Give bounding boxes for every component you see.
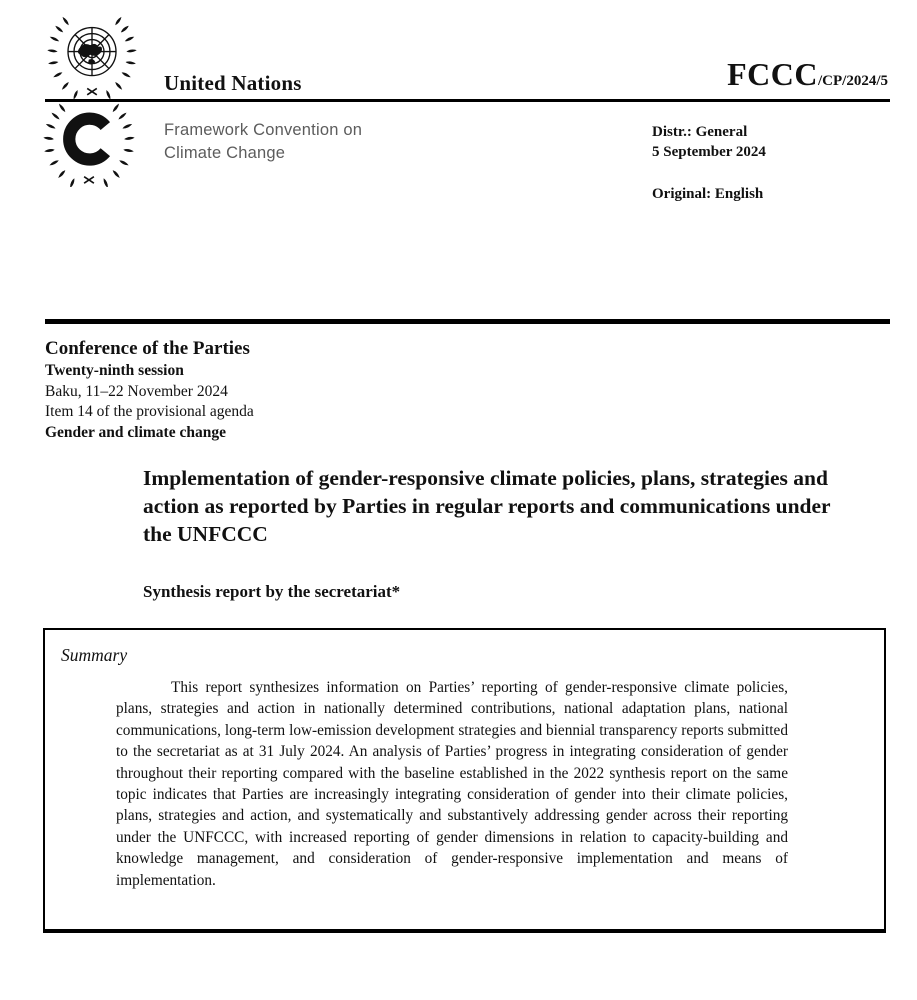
- doc-symbol: [727, 56, 888, 93]
- distr-label: Distr.: General: [652, 124, 748, 140]
- summary-box: [43, 628, 886, 933]
- divider-rule: [45, 319, 890, 324]
- document-title: Implementation of gender-responsive climate policies, plans, strategies and action as reported by Parties in regular reports and communications under the UNFCCC: [143, 466, 831, 546]
- org-name-line2: Climate Change: [164, 144, 286, 162]
- distr-date: 5 September 2024: [652, 144, 766, 160]
- united-nations-label: United Nations: [164, 71, 302, 95]
- document-subtitle: Synthesis report by the secretariat*: [143, 582, 401, 601]
- conference-name: Conference of the Parties: [45, 338, 250, 359]
- doc-symbol-main: FCCC: [727, 56, 818, 92]
- header-rule: [45, 99, 890, 102]
- summary-heading: Summary: [61, 645, 128, 665]
- org-name-line1: Framework Convention on: [164, 121, 363, 139]
- doc-symbol-suffix: /CP/2024/5: [818, 73, 888, 89]
- agenda-item: Item 14 of the provisional agenda: [45, 403, 254, 420]
- un-emblem-icon: [44, 16, 140, 100]
- agenda-subject: Gender and climate change: [45, 423, 226, 441]
- org-name: [164, 119, 362, 165]
- session-number: Twenty-ninth session: [45, 362, 184, 379]
- session-venue-dates: Baku, 11–22 November 2024: [45, 382, 228, 400]
- summary-paragraph: This report synthesizes information on Parties’ reporting of gender-responsive climate policies, plans, strategies and action in nationally determined contributions, national adaptation plans, national communications, long-term low-emission development strategies and biennial transparency reports submitted to the secretariat as at 31 July 2024. An analysis of Parties’ progress in integrating consideration of gender throughout their reporting compared with the baseline established in the 2022 synthesis report on the same topic indicates that Parties are increasingly integrating consideration of gender into their climate policies, plans, strategies and action, and systematically and substantively addressing gender across their reporting under the UNFCCC, with increased reporting of gender dimensions in relation to capacity-building and knowledge management, and consideration of gender-responsive implementation and means of implementation.: [116, 679, 788, 889]
- session-block: [45, 337, 254, 443]
- original-language: Original: English: [652, 186, 764, 202]
- unfccc-logo-icon: [40, 101, 138, 187]
- distr-block: [652, 122, 766, 162]
